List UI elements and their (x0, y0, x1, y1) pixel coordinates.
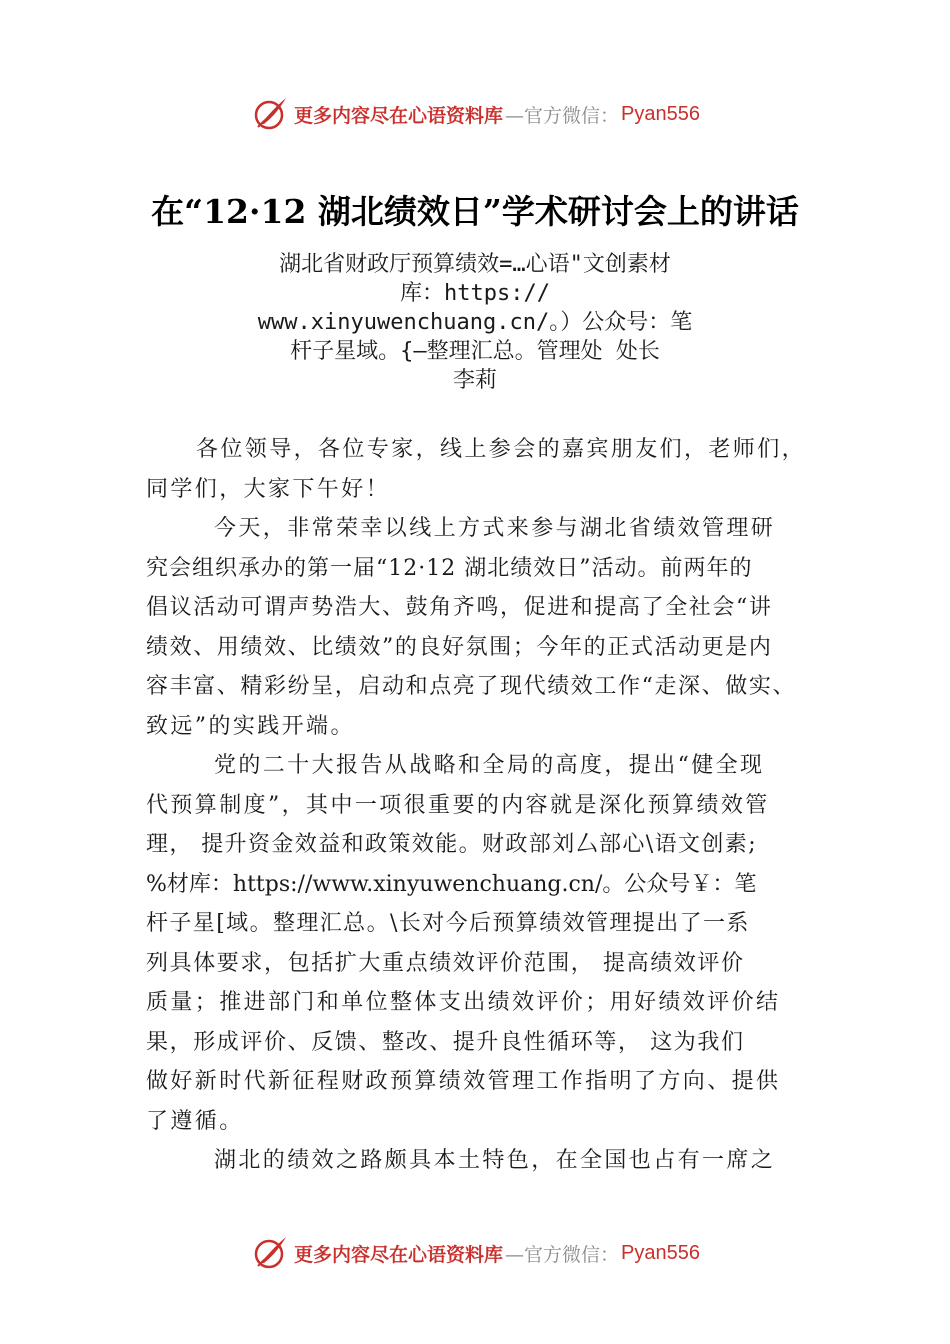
author-line: www.xinyuwenchuang.cn/。）公众号：笔 (257, 310, 693, 335)
banner-official-label: —官方微信： (505, 1243, 620, 1266)
header-banner (0, 94, 950, 134)
body-line: 果，形成评价、反馈、整改、提升良性循环等， 这为我们 (146, 1029, 745, 1055)
body-line: 倡议活动可谓声势浩大、鼓角齐鸣，促进和提高了全社会“讲 (146, 595, 773, 620)
banner-brand-text: 更多内容尽在心语资料库 (294, 1243, 504, 1266)
body-line: 今天，非常荣幸以线上方式来参与湖北省绩效管理研 (214, 516, 776, 541)
author-line: 湖北省财政厅预算绩效=…心语"文创素材 (279, 252, 671, 277)
document-title: 在“12·12 湖北绩效日”学术研讨会上的讲话 (151, 192, 799, 231)
body-line: 了遵循。 (146, 1108, 244, 1134)
speech-body (146, 430, 816, 1181)
author-line: 李莉 (452, 368, 497, 393)
author-line: 杆子星域。{—整理汇总。管理处 处长 (290, 339, 660, 364)
body-line: 究会组织承办的第一届“12·12 湖北绩效日”活动。前两年的 (146, 555, 753, 581)
body-line: 党的二十大报告从战略和全局的高度，提出“健全现 (214, 753, 765, 778)
body-line: 各位领导，各位专家，线上参会的嘉宾朋友们，老师们， (196, 437, 807, 462)
footer-banner (0, 1233, 950, 1273)
author-line: 库：https:// (400, 281, 550, 306)
banner-brand-text: 更多内容尽在心语资料库 (294, 104, 504, 127)
body-line: 绩效、用绩效、比绩效”的良好氛围；今年的正式活动更是内 (146, 634, 773, 660)
quill-pen-logo-icon (250, 94, 290, 134)
body-line: 同学们，大家下午好！ (146, 476, 391, 502)
author-block (225, 250, 725, 395)
body-line: 质量；推进部门和单位整体支出绩效评价；用好绩效评价结 (146, 990, 781, 1015)
body-line: 理， 提升资金效益和政策效能。财政部刘厶部心\语文创素; (146, 832, 758, 857)
body-line: 湖北的绩效之路颇具本土特色，在全国也占有一席之 (214, 1148, 776, 1173)
body-line: %材库：https://www.xinyuwenchuang.cn/。公众号￥：笔 (146, 871, 757, 897)
banner-wechat-id: Pyan556 (621, 1241, 700, 1264)
body-line: 致远”的实践开端。 (146, 713, 355, 739)
banner-wechat-id: Pyan556 (621, 102, 700, 125)
banner-official-label: —官方微信： (505, 104, 620, 127)
quill-pen-logo-icon (250, 1233, 290, 1273)
body-line: 列具体要求，包括扩大重点绩效评价范围， 提高绩效评价 (146, 950, 745, 976)
body-line: 做好新时代新征程财政预算绩效管理工作指明了方向、提供 (146, 1069, 781, 1094)
body-line: 容丰富、精彩纷呈，启动和点亮了现代绩效工作“走深、做实、 (146, 674, 797, 699)
body-line: 代预算制度”，其中一项很重要的内容就是深化预算绩效管 (146, 792, 770, 818)
body-line: 杆子星[域。整理汇总。\长对今后预算绩效管理提出了一系 (146, 911, 750, 936)
